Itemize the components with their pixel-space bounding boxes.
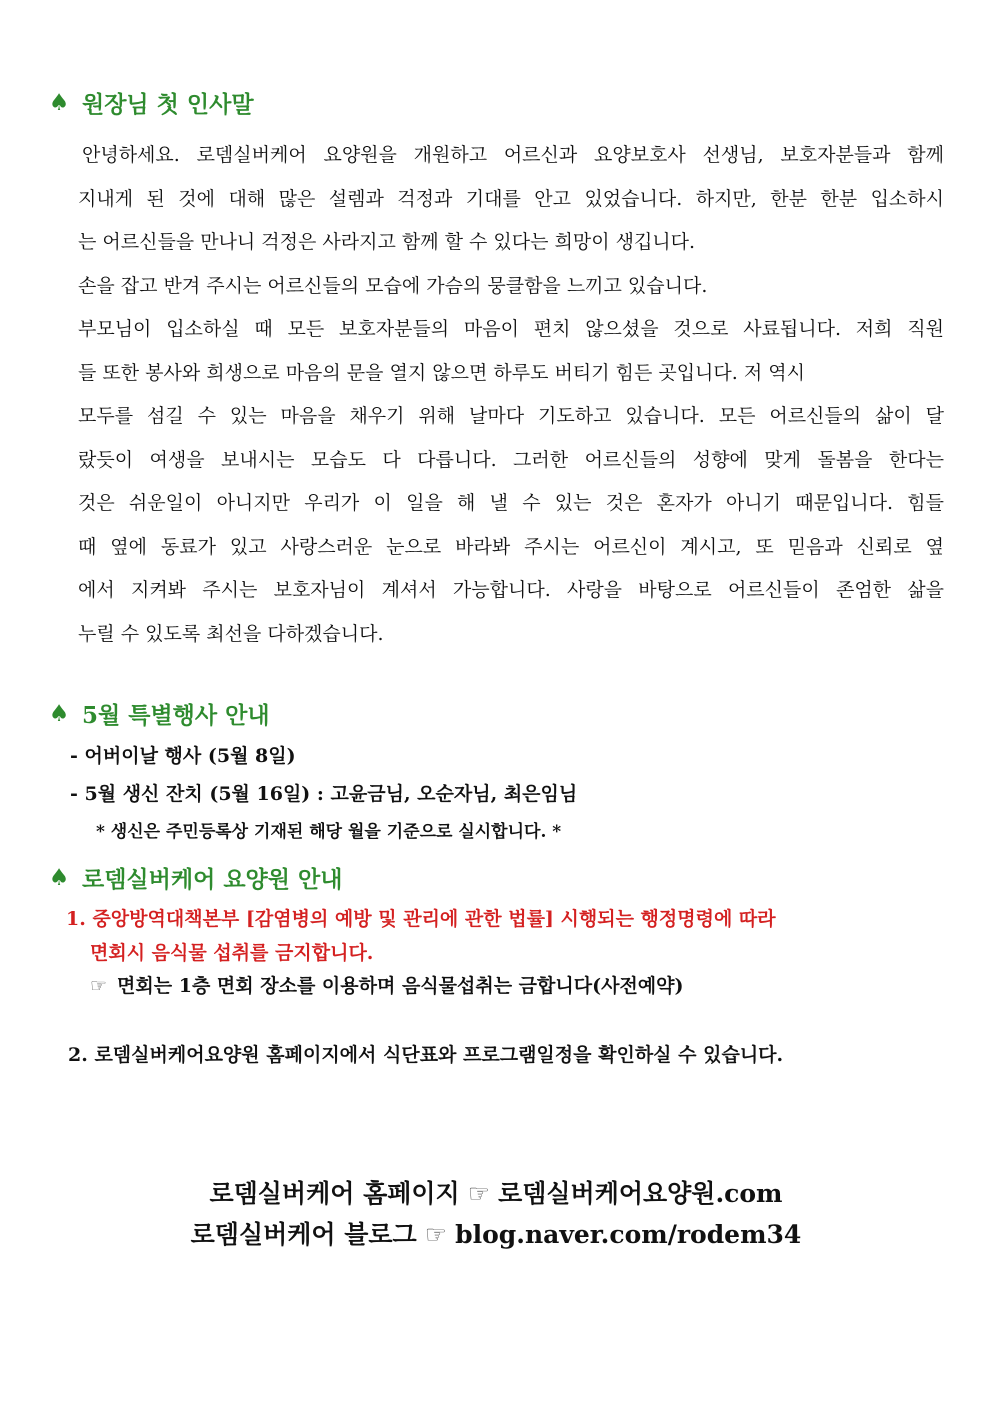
event-list bbox=[70, 737, 577, 851]
spade-icon: ♠ bbox=[48, 89, 70, 116]
homepage-link[interactable]: 로뎀실버케어요양원.com bbox=[498, 1179, 783, 1208]
notice-1-sub bbox=[90, 969, 684, 1003]
event-section-title bbox=[48, 697, 270, 730]
greeting-line: 에서 지켜봐 주시는 보호자님이 계셔서 가능합니다. 사랑을 바탕으로 어르신들이 존엄한 삶을 bbox=[78, 579, 944, 601]
greeting-line: 것은 쉬운일이 아니지만 우리가 이 일을 해 낼 수 있는 것은 혼자가 아니기 때문입니다. 힘들 bbox=[78, 492, 944, 514]
greeting-line: 손을 잡고 반겨 주시는 어르신들의 모습에 가슴의 뭉클함을 느끼고 있습니다. bbox=[78, 274, 708, 297]
spade-icon: ♠ bbox=[48, 700, 70, 727]
info-title-text: 로뎀실버케어 요양원 안내 bbox=[82, 866, 343, 893]
blog-label: 로뎀실버케어 블로그 bbox=[190, 1220, 417, 1249]
greeting-body bbox=[78, 134, 944, 656]
footer-homepage bbox=[0, 1174, 992, 1210]
homepage-label: 로뎀실버케어 홈페이지 bbox=[209, 1179, 460, 1208]
greeting-line: 부모님이 입소하실 때 모든 보호자분들의 마음이 편치 않으셨을 것으로 사료됩니다. 저희 직원 bbox=[78, 318, 944, 340]
notice-1 bbox=[66, 902, 776, 970]
info-section-title bbox=[48, 861, 342, 894]
pointing-hand-icon: ☞ bbox=[467, 1179, 491, 1208]
greeting-title-text: 원장님 첫 인사말 bbox=[82, 91, 254, 118]
event-title-text: 5월 특별행사 안내 bbox=[82, 702, 270, 729]
notice-1-line-2: 면회시 음식물 섭취를 금지합니다. bbox=[90, 942, 374, 964]
event-item: - 어버이날 행사 (5월 8일) bbox=[70, 745, 296, 767]
notice-1-line-1: 1. 중앙방역대책본부 [감염병의 예방 및 관리에 관한 법률] 시행되는 행정명령에 따라 bbox=[66, 908, 776, 930]
greeting-line: 는 어르신들을 만나니 걱정은 사라지고 함께 할 수 있다는 희망이 생깁니다. bbox=[78, 231, 696, 253]
event-item: - 5월 생신 잔치 (5월 16일) : 고윤금님, 오순자님, 최은임님 bbox=[70, 783, 578, 805]
footer-blog bbox=[0, 1215, 992, 1251]
greeting-line: 랐듯이 여생을 보내시는 모습도 다 다릅니다. 그러한 어르신들의 성향에 맞게 돌봄을 한다는 bbox=[78, 448, 944, 471]
greeting-line: 지내게 된 것에 대해 많은 설렘과 걱정과 기대를 안고 있었습니다. 하지만, 한분 한분 입소하시 bbox=[78, 187, 944, 210]
notice-1-sub-text: 면회는 1층 면회 장소를 이용하며 음식물섭취는 금합니다(사전예약) bbox=[117, 975, 684, 997]
greeting-line: 모두를 섬길 수 있는 마음을 채우기 위해 날마다 기도하고 있습니다. 모든 어르신들의 삶이 달 bbox=[78, 405, 944, 427]
greeting-line: 들 또한 봉사와 희생으로 마음의 문을 열지 않으면 하루도 버티기 힘든 곳입니다. 저 역시 bbox=[78, 361, 805, 384]
blog-link[interactable]: blog.naver.com/rodem34 bbox=[455, 1220, 802, 1249]
spade-icon: ♠ bbox=[48, 864, 70, 891]
notice-2: 2. 로뎀실버케어요양원 홈페이지에서 식단표와 프로그램일정을 확인하실 수 있습니다. bbox=[68, 1044, 784, 1066]
event-note: * 생신은 주민등록상 기재된 해당 월을 기준으로 실시합니다. * bbox=[96, 822, 562, 842]
greeting-line: 때 옆에 동료가 있고 사랑스러운 눈으로 바라봐 주시는 어르신이 계시고, 또 믿음과 신뢰로 옆 bbox=[78, 535, 944, 558]
greeting-section-title bbox=[48, 86, 254, 119]
pointing-hand-icon: ☞ bbox=[424, 1220, 448, 1249]
pointing-hand-icon: ☞ bbox=[90, 975, 108, 997]
greeting-line: 안녕하세요. 로뎀실버케어 요양원을 개원하고 어르신과 요양보호사 선생님, 보호자분들과 함께 bbox=[82, 144, 944, 166]
greeting-line: 누릴 수 있도록 최선을 다하겠습니다. bbox=[78, 622, 384, 645]
